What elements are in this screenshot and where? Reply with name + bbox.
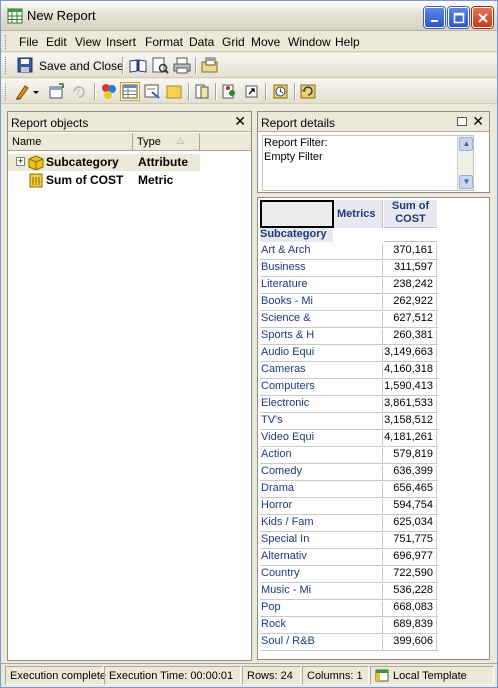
metric-value-cell[interactable]: 370,161 [384,244,437,260]
graph-icon [164,82,184,101]
design-view-button[interactable] [142,82,162,101]
row-header-cell[interactable]: Electronic [260,397,383,413]
status-execution: Execution complete [5,666,103,685]
menu-insert[interactable]: Insert [106,35,137,49]
refresh-button[interactable] [298,82,318,101]
row-header-cell[interactable]: Horror [260,499,383,515]
table-row[interactable] [260,447,438,464]
sql-view-button[interactable] [46,82,66,101]
list-item[interactable] [8,154,200,171]
menu-help[interactable]: Help [335,35,360,49]
object-type: Attribute [138,155,188,169]
table-row[interactable] [260,430,438,447]
status-template-label: Local Template [393,670,467,682]
report-filter-label: Report Filter: [264,137,328,149]
metric-header-sum-of-cost[interactable] [384,200,437,228]
scroll-down-icon[interactable]: ▼ [459,175,473,189]
save-and-close-button[interactable] [15,56,35,75]
title-bar[interactable] [1,1,497,31]
refresh-disabled-button [69,82,89,101]
toolbar-separator [188,83,190,100]
table-row[interactable] [260,328,438,345]
row-header-cell[interactable]: Pop [260,601,383,617]
toolbar-separator [265,83,267,100]
pen-dropdown-button[interactable] [13,82,41,101]
template-icon [375,669,389,682]
maximize-button[interactable] [448,7,469,28]
pane-splitter[interactable] [252,111,256,663]
grid-view-button[interactable] [120,82,140,101]
row-header-cell[interactable]: Sports & H [260,329,383,345]
view-toolbar [1,79,497,104]
grid-graph-view-button[interactable] [99,82,119,101]
shortcut-icon [242,82,262,101]
close-button[interactable] [472,7,493,28]
column-header-blank [200,133,251,151]
details-scrollbar[interactable] [457,136,473,190]
data-explorer-button[interactable] [220,82,240,101]
report-objects-title: Report objects [11,116,89,130]
sort-ascending-icon: △ [177,135,184,145]
report-objects-header [8,112,251,132]
object-browser-button[interactable] [192,82,212,101]
expand-icon[interactable]: + [17,156,24,166]
report-grid-icon [7,8,23,24]
metric-value-cell[interactable]: 311,597 [384,261,437,277]
pane-restore-icon[interactable] [457,117,467,126]
table-row[interactable] [260,294,438,311]
toolbar-separator [294,83,296,100]
metric-value-cell[interactable]: 4,160,318 [384,363,437,379]
status-columns: Columns: 1 [302,666,369,685]
shortcut-button[interactable] [242,82,262,101]
svg-text:?: ? [76,88,81,97]
design-view-icon [142,82,162,101]
list-item[interactable] [8,172,200,189]
export-button[interactable] [200,56,220,75]
column-header-type[interactable] [133,133,200,151]
metric-icon [29,173,43,188]
metric-value-cell[interactable]: 668,083 [384,601,437,617]
object-name: Subcategory [46,155,119,169]
schedule-button[interactable] [271,82,291,101]
grid-view-icon [121,83,139,100]
report-details-header [258,112,489,132]
object-name: Sum of COST [46,173,124,187]
menu-move[interactable]: Move [251,35,281,49]
clock-icon [271,82,291,101]
row-header-cell[interactable]: Literature [260,278,383,294]
row-header-cell[interactable]: Comedy [260,465,383,481]
status-execution-time: Execution Time: 00:00:01 [104,666,241,685]
window-title: New Report [27,8,96,23]
table-row[interactable] [260,634,438,651]
menu-edit[interactable]: Edit [46,35,67,49]
column-header-type-label: Type [137,136,161,148]
row-header-cell[interactable]: Art & Arch [260,244,383,260]
metric-value-cell[interactable]: 536,228 [384,584,437,600]
row-header-cell[interactable]: Cameras [260,363,383,379]
metric-value-cell[interactable]: 689,839 [384,618,437,634]
open-book-button[interactable] [128,56,148,75]
status-rows: Rows: 24 [242,666,301,685]
object-type: Metric [138,173,174,187]
row-header-cell[interactable]: Alternativ [260,550,383,566]
table-row[interactable] [260,362,438,379]
metric-value-cell[interactable]: 3,158,512 [384,414,437,430]
row-header-cell[interactable]: Books - Mi [260,295,383,311]
table-row[interactable] [260,413,438,430]
table-row[interactable] [260,566,438,583]
row-header-cell[interactable]: TV's [260,414,383,430]
metric-value-cell[interactable]: 656,465 [384,482,437,498]
scroll-up-icon[interactable]: ▲ [459,137,473,151]
toolbar-grip[interactable] [5,83,8,100]
table-row[interactable] [260,583,438,600]
table-row[interactable] [260,379,438,396]
table-row[interactable] [260,345,438,362]
attribute-header-subcategory[interactable]: Subcategory [260,228,333,242]
table-row[interactable] [260,600,438,617]
row-header-cell[interactable]: Special In [260,533,383,549]
table-row[interactable] [260,464,438,481]
minimize-button[interactable] [424,7,445,28]
row-header-cell[interactable]: Kids / Fam [260,516,383,532]
row-header-cell[interactable]: Music - Mi [260,584,383,600]
print-icon [172,56,192,75]
metric-value-cell[interactable]: 4,181,261 [384,431,437,447]
print-preview-button[interactable] [150,56,170,75]
report-details-title: Report details [261,116,336,130]
toolbar-separator [215,83,217,100]
print-preview-icon [150,56,170,75]
metric-value-cell[interactable]: 260,381 [384,329,437,345]
metric-value-cell[interactable]: 399,606 [384,635,437,651]
report-details-text [262,135,474,191]
grid-graph-view-icon [99,82,119,101]
row-header-cell[interactable]: Audio Equi [260,346,383,362]
row-header-cell[interactable]: Rock [260,618,383,634]
table-row[interactable] [260,396,438,413]
menu-data[interactable]: Data [189,35,215,49]
maximize-icon [452,11,466,25]
metric-value-cell[interactable]: 3,149,663 [384,346,437,362]
table-row[interactable] [260,311,438,328]
graph-view-button[interactable] [164,82,184,101]
table-row[interactable] [260,260,438,277]
table-row[interactable] [260,481,438,498]
main-toolbar [1,53,497,78]
sql-view-icon [46,82,66,101]
metric-value-cell[interactable]: 594,754 [384,499,437,515]
table-row[interactable] [260,498,438,515]
toolbar-grip[interactable] [5,57,8,74]
floppy-disk-icon [15,56,35,75]
row-header-cell[interactable]: Soul / R&B [260,635,383,651]
report-objects-close-icon[interactable]: ✕ [234,113,246,129]
open-book-icon [128,56,148,75]
metric-value-cell[interactable]: 636,399 [384,465,437,481]
report-details-pane [257,111,490,193]
metric-value-cell[interactable]: 627,512 [384,312,437,328]
folder-export-icon [200,56,220,75]
table-row[interactable] [260,549,438,566]
metric-value-cell[interactable]: 1,590,413 [384,380,437,396]
menu-window[interactable]: Window [288,35,331,49]
metric-value-cell[interactable]: 751,775 [384,533,437,549]
status-template [370,666,494,685]
attribute-cube-icon [28,155,44,170]
table-row[interactable] [260,515,438,532]
row-header-cell[interactable]: Drama [260,482,383,498]
report-grid [257,197,490,660]
pen-dropdown-icon [13,82,41,101]
minimize-icon [428,11,442,25]
report-filter-value: Empty Filter [264,151,323,163]
metric-value-cell[interactable]: 238,242 [384,278,437,294]
attribute-header-blank [384,228,437,242]
report-details-close-icon[interactable]: ✕ [472,113,484,129]
menu-format[interactable]: Format [145,35,184,49]
menu-bar [1,32,497,52]
table-row[interactable] [260,277,438,294]
row-header-cell[interactable]: Computers [260,380,383,396]
grid-corner-cell[interactable] [260,200,334,228]
row-header-cell[interactable]: Science & [260,312,383,328]
close-icon [476,11,490,25]
menu-grip[interactable] [5,35,8,49]
metric-header-label: Sum of COST [391,200,430,225]
column-header-name[interactable]: Name [8,133,133,151]
metric-value-cell[interactable]: 579,819 [384,448,437,464]
row-header-cell[interactable]: Country [260,567,383,583]
data-explorer-icon [220,82,240,101]
table-row[interactable] [260,243,438,260]
menu-grid[interactable]: Grid [222,35,245,49]
object-browser-icon [192,82,212,101]
metrics-header[interactable]: Metrics [334,200,383,228]
report-objects-pane [7,111,252,661]
menu-view[interactable]: View [75,35,101,49]
row-header-cell[interactable]: Video Equi [260,431,383,447]
toolbar-separator [122,57,124,74]
status-bar [1,663,497,687]
table-row[interactable] [260,617,438,634]
toolbar-separator [195,57,197,74]
row-header-cell[interactable]: Action [260,448,383,464]
metric-value-cell[interactable]: 722,590 [384,567,437,583]
refresh-icon [298,82,318,101]
metric-value-cell[interactable]: 625,034 [384,516,437,532]
menu-file[interactable]: File [19,35,39,49]
metric-value-cell[interactable]: 262,922 [384,295,437,311]
print-button[interactable] [172,56,192,75]
metric-value-cell[interactable]: 3,861,533 [384,397,437,413]
refresh-disabled-icon [69,82,89,101]
toolbar-separator [94,83,96,100]
table-row[interactable] [260,532,438,549]
save-and-close-label[interactable]: Save and Close [39,59,124,73]
metric-value-cell[interactable]: 696,977 [384,550,437,566]
row-header-cell[interactable]: Business [260,261,383,277]
